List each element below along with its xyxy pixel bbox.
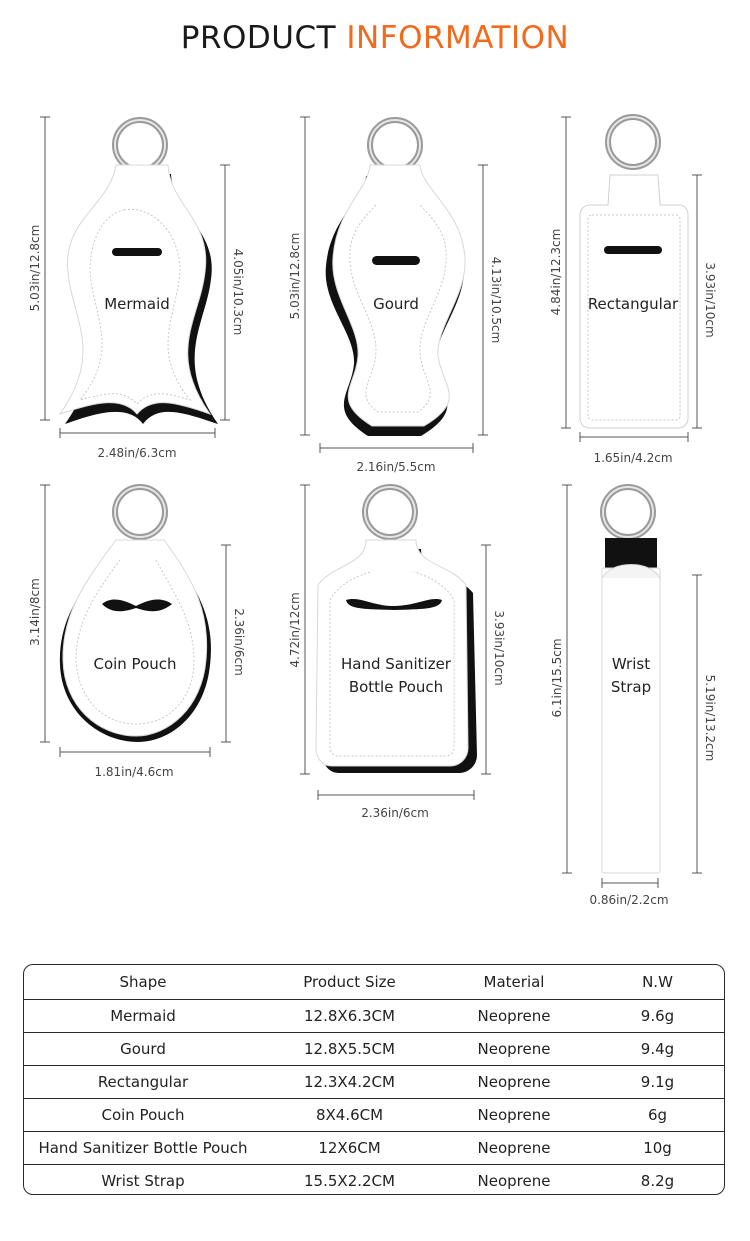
rectangular-label: Rectangular xyxy=(587,295,679,313)
spec-table xyxy=(23,964,725,1195)
hand-sanitizer-width: 2.36in/6cm xyxy=(361,806,429,820)
gourd-label: Gourd xyxy=(373,295,419,313)
wrist-strap-width: 0.86in/2.2cm xyxy=(589,893,669,907)
hand-sanitizer-label-line1: Hand Sanitizer xyxy=(341,655,451,673)
header-material: Material xyxy=(437,965,591,1000)
coin-pouch-keychain xyxy=(60,487,211,742)
hand-sanitizer-label-line2: Bottle Pouch xyxy=(348,678,444,696)
cell-weight: 8.2g xyxy=(640,1172,675,1190)
header-weight: N.W xyxy=(591,965,724,1000)
gourd-body-height: 4.13in/10.5cm xyxy=(489,256,503,344)
coin-pouch-label: Coin Pouch xyxy=(93,655,177,673)
table-row xyxy=(24,1132,724,1165)
wrist-strap-label-line1: Wrist xyxy=(611,655,651,673)
cell-weight: 6g xyxy=(591,1099,724,1132)
cell-material: Neoprene xyxy=(477,1172,551,1190)
wrist-strap-label-line2: Strap xyxy=(610,678,652,696)
cell-shape: Wrist Strap xyxy=(101,1172,185,1190)
wrist-strap-body-height: 5.19in/13.2cm xyxy=(703,674,717,762)
header-shape: Shape xyxy=(24,965,262,1000)
table-header-row xyxy=(24,965,724,1000)
table-row xyxy=(24,1033,724,1066)
coin-pouch-body-height: 2.36in/6cm xyxy=(232,608,246,676)
coin-pouch-total-height: 3.14in/8cm xyxy=(28,578,42,646)
cell-shape: Coin Pouch xyxy=(24,1099,262,1132)
header-size: Product Size xyxy=(262,965,437,1000)
cell-material: Neoprene xyxy=(437,1066,591,1099)
coin-pouch-width: 1.81in/4.6cm xyxy=(94,765,174,779)
table-row xyxy=(24,1066,724,1099)
cell-shape: Rectangular xyxy=(24,1066,262,1099)
cell-weight: 9.4g xyxy=(591,1033,724,1066)
cell-material: Neoprene xyxy=(437,1000,591,1033)
rectangular-keychain xyxy=(580,117,688,428)
cell-material: Neoprene xyxy=(437,1033,591,1066)
gourd-width: 2.16in/5.5cm xyxy=(356,460,436,474)
cell-shape: Gourd xyxy=(24,1033,262,1066)
table-row xyxy=(24,1000,724,1033)
cell-size: 15.5X2.2CM xyxy=(304,1172,395,1190)
rectangular-width: 1.65in/4.2cm xyxy=(593,451,673,465)
cell-weight: 10g xyxy=(591,1132,724,1165)
cell-size: 8X4.6CM xyxy=(262,1099,437,1132)
wrist-strap-keychain xyxy=(602,487,660,873)
cell-size: 12X6CM xyxy=(262,1132,437,1165)
mermaid-body-height: 4.05in/10.3cm xyxy=(231,248,245,336)
mermaid-width: 2.48in/6.3cm xyxy=(97,446,177,460)
title-main: PRODUCT xyxy=(180,20,337,56)
hand-sanitizer-total-height: 4.72in/12cm xyxy=(288,592,302,668)
table-row xyxy=(24,1099,724,1132)
cell-material: Neoprene xyxy=(437,1099,591,1132)
table-row xyxy=(24,1165,724,1196)
cell-size: 12.3X4.2CM xyxy=(262,1066,437,1099)
mermaid-total-height: 5.03in/12.8cm xyxy=(28,224,42,312)
rectangular-total-height: 4.84in/12.3cm xyxy=(549,228,563,316)
cell-weight: 9.6g xyxy=(591,1000,724,1033)
cell-size: 12.8X5.5CM xyxy=(262,1033,437,1066)
wrist-strap-total-height: 6.1in/15.5cm xyxy=(550,638,564,718)
cell-size: 12.8X6.3CM xyxy=(262,1000,437,1033)
hand-sanitizer-keychain xyxy=(316,487,477,773)
cell-material: Neoprene xyxy=(437,1132,591,1165)
cell-weight: 9.1g xyxy=(591,1066,724,1099)
hand-sanitizer-body-height: 3.93in/10cm xyxy=(492,610,506,686)
cell-shape: Hand Sanitizer Bottle Pouch xyxy=(24,1132,262,1165)
gourd-keychain xyxy=(326,120,465,436)
rectangular-body-height: 3.93in/10cm xyxy=(703,262,717,338)
gourd-total-height: 5.03in/12.8cm xyxy=(288,232,302,320)
cell-shape: Mermaid xyxy=(24,1000,262,1033)
mermaid-keychain xyxy=(60,120,218,424)
title-accent: INFORMATION xyxy=(346,20,570,56)
mermaid-label: Mermaid xyxy=(104,295,170,313)
